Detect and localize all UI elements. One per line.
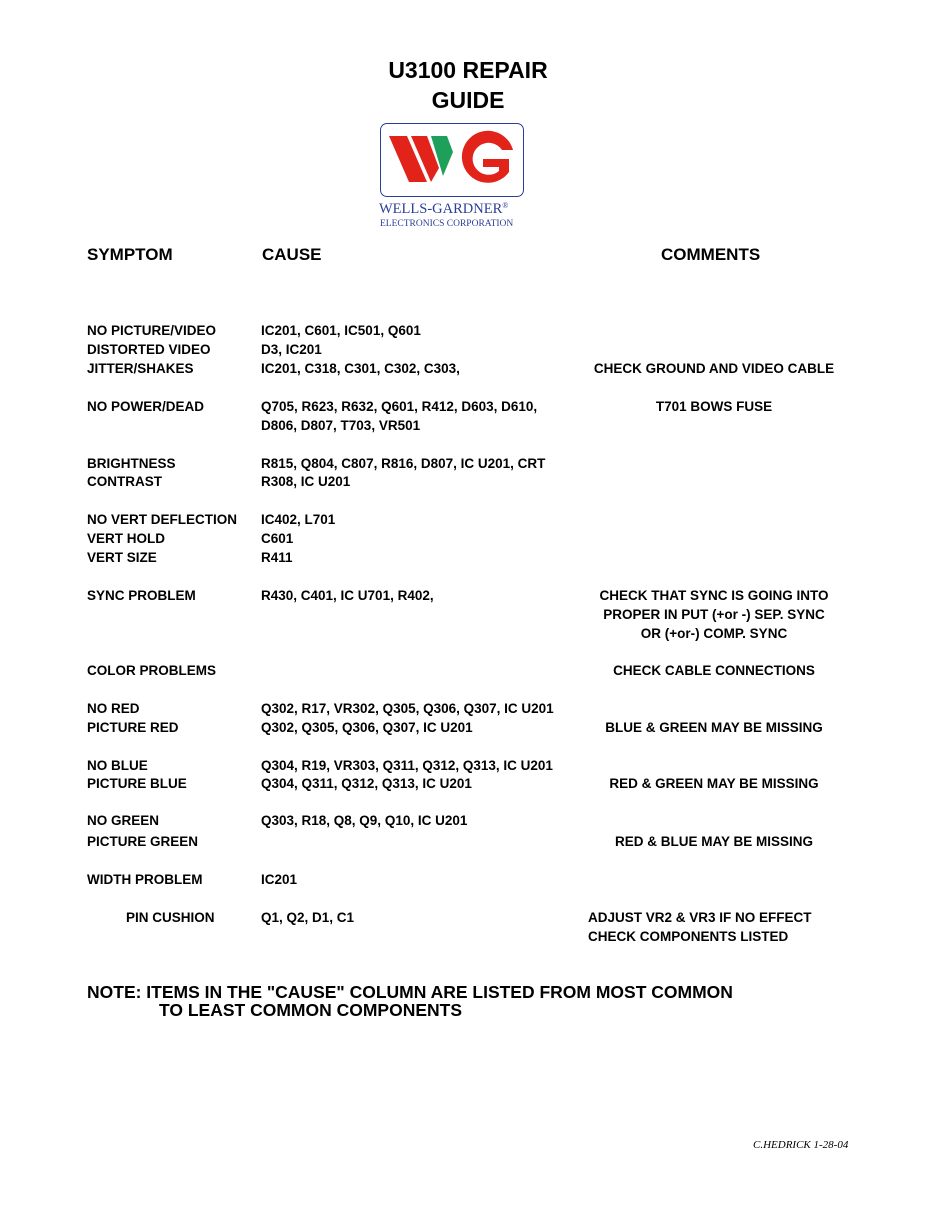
comment-cell: T701 BOWS FUSE [655, 399, 773, 414]
comment-cell: CHECK THAT SYNC IS GOING INTO [599, 588, 829, 603]
symptom-cell: NO GREEN [87, 813, 160, 828]
cause-cell: Q302, Q305, Q306, Q307, IC U201 [261, 720, 473, 735]
cause-cell: C601 [261, 531, 294, 546]
signature: C.HEDRICK 1-28-04 [753, 1139, 849, 1151]
symptom-cell: NO RED [87, 701, 140, 716]
symptom-cell: CONTRAST [87, 474, 162, 489]
cause-cell: R815, Q804, C807, R816, D807, IC U201, CRT [261, 456, 546, 471]
page-title-line2: GUIDE [431, 87, 505, 113]
cause-cell: IC201 [261, 872, 298, 887]
note-line1: NOTE: ITEMS IN THE "CAUSE" COLUMN ARE LISTED FROM MOST COMMON [87, 982, 733, 1002]
comment-cell: ADJUST VR2 & VR3 IF NO EFFECT [588, 910, 812, 925]
cause-cell: R430, C401, IC U701, R402, [261, 588, 434, 603]
cause-cell: IC402, L701 [261, 512, 336, 527]
comment-cell: PROPER IN PUT (+or -) SEP. SYNC [603, 607, 825, 622]
comment-cell: RED & BLUE MAY BE MISSING [614, 834, 814, 849]
cause-cell: D3, IC201 [261, 342, 322, 357]
comment-cell: OR (+or-) COMP. SYNC [640, 626, 788, 641]
symptom-cell: PICTURE BLUE [87, 776, 187, 791]
cause-cell: R308, IC U201 [261, 474, 351, 489]
cause-cell: Q304, R19, VR303, Q311, Q312, Q313, IC U201 [261, 758, 553, 773]
symptom-cell: VERT SIZE [87, 550, 157, 565]
symptom-cell: BRIGHTNESS [87, 456, 176, 471]
header-symptom: SYMPTOM [87, 245, 173, 264]
symptom-cell: NO VERT DEFLECTION [87, 512, 238, 527]
symptom-cell: WIDTH PROBLEM [87, 872, 203, 887]
comment-cell: CHECK CABLE CONNECTIONS [613, 663, 815, 678]
header-cause: CAUSE [262, 245, 322, 264]
symptom-cell: JITTER/SHAKES [87, 361, 194, 376]
symptom-cell: SYNC PROBLEM [87, 588, 196, 603]
cause-cell: Q304, Q311, Q312, Q313, IC U201 [261, 776, 472, 791]
comment-cell: CHECK GROUND AND VIDEO CABLE [593, 361, 835, 376]
logo-company-name: WELLS-GARDNER® [379, 201, 509, 217]
comment-cell: RED & GREEN MAY BE MISSING [609, 776, 819, 791]
cause-cell: IC201, C601, IC501, Q601 [261, 323, 421, 338]
header-comments: COMMENTS [661, 245, 761, 264]
company-logo [380, 123, 524, 197]
wg-logo-icon [381, 124, 522, 195]
symptom-cell: PICTURE RED [87, 720, 179, 735]
comment-cell: CHECK COMPONENTS LISTED [588, 929, 789, 944]
symptom-cell: DISTORTED VIDEO [87, 342, 211, 357]
cause-cell: Q303, R18, Q8, Q9, Q10, IC U201 [261, 813, 468, 828]
symptom-cell: NO BLUE [87, 758, 148, 773]
symptom-cell: PICTURE GREEN [87, 834, 199, 849]
cause-cell: Q302, R17, VR302, Q305, Q306, Q307, IC U201 [261, 701, 554, 716]
cause-cell: R411 [261, 550, 293, 565]
page-title-line1: U3100 REPAIR [388, 57, 548, 83]
symptom-cell: COLOR PROBLEMS [87, 663, 217, 678]
cause-cell: Q705, R623, R632, Q601, R412, D603, D610, [261, 399, 538, 414]
symptom-cell: VERT HOLD [87, 531, 166, 546]
symptom-cell: NO POWER/DEAD [87, 399, 205, 414]
cause-cell: IC201, C318, C301, C302, C303, [261, 361, 460, 376]
comment-cell: BLUE & GREEN MAY BE MISSING [605, 720, 823, 735]
symptom-cell: NO PICTURE/VIDEO [87, 323, 217, 338]
logo-company-subtitle: ELECTRONICS CORPORATION [380, 219, 514, 229]
note-line2: TO LEAST COMMON COMPONENTS [159, 1000, 463, 1020]
cause-cell: D806, D807, T703, VR501 [261, 418, 421, 433]
symptom-cell: PIN CUSHION [126, 910, 215, 925]
cause-cell: Q1, Q2, D1, C1 [261, 910, 355, 925]
